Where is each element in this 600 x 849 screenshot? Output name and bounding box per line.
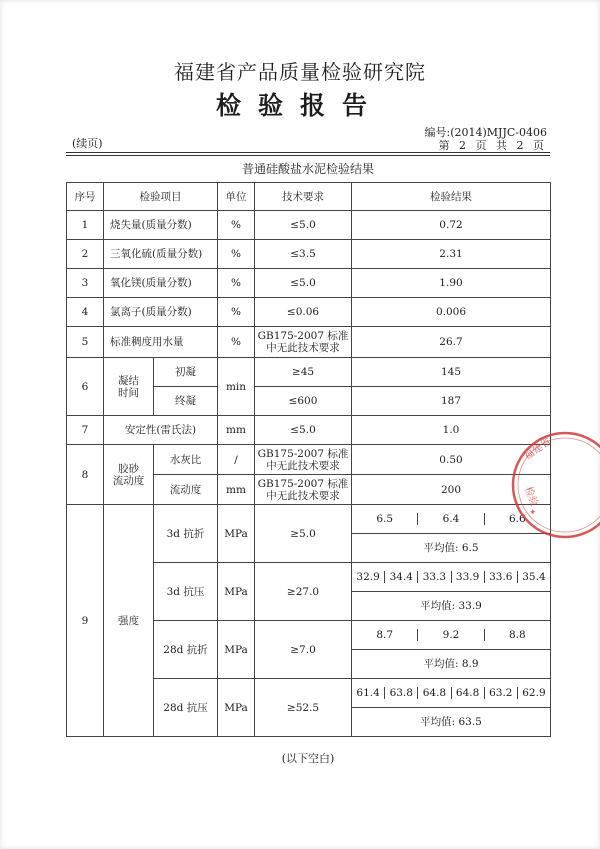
col-header-item: 检验项目 — [104, 183, 218, 211]
row-req: GB175-2007 标准 中无此技术要求 — [255, 445, 352, 475]
value-cell: 35.4 — [522, 571, 546, 583]
value-cell: 8.7 — [352, 629, 418, 641]
row-item: 烧失量(质量分数) — [104, 211, 218, 240]
row-no: 9 — [67, 505, 104, 737]
result-values — [352, 621, 551, 650]
sub-item-3d-comp: 3d 抗压 — [154, 563, 218, 621]
row-unit: % — [218, 269, 255, 298]
value-cell: 33.9 — [452, 571, 485, 583]
value-cell: 33.3 — [418, 571, 451, 583]
row-result: 0.50 — [352, 445, 551, 475]
row-no: 5 — [67, 327, 104, 358]
table-title: 普通硅酸盐水泥检验结果 — [241, 162, 374, 176]
row-no: 7 — [67, 416, 104, 445]
value-cell: 63.2 — [485, 687, 518, 699]
results-table — [66, 182, 554, 737]
row-result: 200 — [352, 475, 551, 505]
sub-item-28d-flex: 28d 抗折 — [154, 621, 218, 679]
col-header-result: 检验结果 — [352, 183, 551, 211]
blank-below-note: (以下空白) — [281, 752, 335, 765]
table-row — [67, 445, 551, 475]
result-values — [352, 505, 551, 534]
value-cell: 61.4 — [352, 687, 385, 699]
table-row — [67, 211, 551, 240]
value-cell: 62.9 — [522, 687, 546, 699]
result-values — [352, 679, 551, 708]
sub-item-wc: 水灰比 — [154, 445, 218, 475]
sub-item-flow: 流动度 — [154, 475, 218, 505]
row-unit: % — [218, 240, 255, 269]
value-cell: 8.8 — [508, 629, 526, 641]
row-req: GB175-2007 标准 中无此技术要求 — [255, 475, 352, 505]
row-unit: / — [218, 445, 255, 475]
row-unit: % — [218, 211, 255, 240]
continued-label: (续页) — [72, 137, 103, 150]
row-req: ≤5.0 — [255, 416, 352, 445]
average-value: 平均值: 8.9 — [352, 650, 551, 679]
average-value: 平均值: 63.5 — [352, 708, 551, 737]
table-row — [67, 269, 551, 298]
value-cell: 32.9 — [352, 571, 385, 583]
report-title: 检验报告 — [215, 91, 384, 120]
table-header-row — [67, 183, 551, 211]
row-req: ≥27.0 — [255, 563, 352, 621]
sub-item-final: 终凝 — [154, 387, 218, 416]
row-req: ≤600 — [255, 387, 352, 416]
value-cell: 33.6 — [485, 571, 518, 583]
row-unit: min — [218, 358, 255, 416]
strength-group: 强度 — [104, 505, 154, 737]
row-unit: mm — [218, 475, 255, 505]
row-result: 145 — [352, 358, 551, 387]
average-value: 平均值: 33.9 — [352, 592, 551, 621]
value-cell: 6.4 — [418, 513, 484, 525]
row-req: ≤3.5 — [255, 240, 352, 269]
col-header-no: 序号 — [67, 183, 104, 211]
value-cell: 64.8 — [418, 687, 451, 699]
row-req: ≤5.0 — [255, 269, 352, 298]
row-unit: % — [218, 298, 255, 327]
row-no: 3 — [67, 269, 104, 298]
row-unit: MPa — [218, 621, 255, 679]
col-header-unit: 单位 — [218, 183, 255, 211]
value-cell: 9.2 — [418, 629, 484, 641]
row-unit: % — [218, 327, 255, 358]
svg-text:福建省: 福建省 — [522, 436, 554, 463]
row-req: ≤5.0 — [255, 211, 352, 240]
row-item: 安定性(雷氏法) — [104, 416, 218, 445]
row-req: ≥5.0 — [255, 505, 352, 563]
setting-group: 凝结 时间 — [104, 358, 154, 416]
value-cell: 64.8 — [452, 687, 485, 699]
row-item: 标准稠度用水量 — [104, 327, 218, 358]
row-item: 三氧化硫(质量分数) — [104, 240, 218, 269]
value-cell: 63.8 — [385, 687, 418, 699]
value-cell: 6.6 — [508, 513, 526, 525]
row-result: 0.72 — [352, 211, 551, 240]
header-rule-1 — [66, 152, 550, 153]
row-result: 2.31 — [352, 240, 551, 269]
row-no: 2 — [67, 240, 104, 269]
row-unit: MPa — [218, 505, 255, 563]
table-row — [67, 416, 551, 445]
row-item: 氯离子(质量分数) — [104, 298, 218, 327]
result-values — [352, 563, 551, 592]
report-number: 编号:(2014)MJJC-0406 — [424, 126, 547, 139]
row-req: ≥52.5 — [255, 679, 352, 737]
table-row — [67, 505, 551, 534]
value-cell: 34.4 — [385, 571, 418, 583]
row-no: 4 — [67, 298, 104, 327]
page-info: 第 2 页 共 2 页 — [438, 139, 547, 152]
table-row — [67, 298, 551, 327]
institute-name: 福建省产品质量检验研究院 — [174, 60, 426, 84]
row-req: ≥7.0 — [255, 621, 352, 679]
header-rule-2 — [66, 155, 550, 156]
table-row — [67, 327, 551, 358]
row-unit: mm — [218, 416, 255, 445]
row-req: GB175-2007 标准 中无此技术要求 — [255, 327, 352, 358]
svg-text:✦: ✦ — [529, 508, 537, 518]
row-req: ≤0.06 — [255, 298, 352, 327]
row-unit: MPa — [218, 679, 255, 737]
row-result: 26.7 — [352, 327, 551, 358]
sub-item-3d-flex: 3d 抗折 — [154, 505, 218, 563]
row-unit: MPa — [218, 563, 255, 621]
sub-item-28d-comp: 28d 抗压 — [154, 679, 218, 737]
row-result: 0.006 — [352, 298, 551, 327]
row-req: ≥45 — [255, 358, 352, 387]
svg-text:检验: 检验 — [522, 485, 540, 508]
mortar-group: 胶砂 流动度 — [104, 445, 154, 505]
row-no: 6 — [67, 358, 104, 416]
average-value: 平均值: 6.5 — [352, 534, 551, 563]
sub-item-initial: 初凝 — [154, 358, 218, 387]
col-header-req: 技术要求 — [255, 183, 352, 211]
row-result: 1.0 — [352, 416, 551, 445]
table-row — [67, 240, 551, 269]
row-result: 1.90 — [352, 269, 551, 298]
row-result: 187 — [352, 387, 551, 416]
value-cell: 6.5 — [352, 513, 418, 525]
row-item: 氧化镁(质量分数) — [104, 269, 218, 298]
table-row — [67, 358, 551, 387]
row-no: 8 — [67, 445, 104, 505]
row-no: 1 — [67, 211, 104, 240]
